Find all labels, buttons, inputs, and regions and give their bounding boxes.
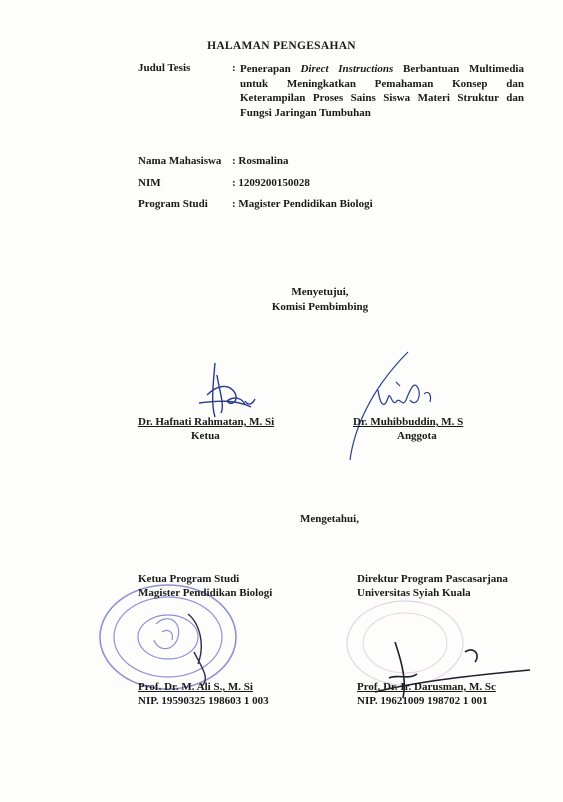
thesis-title-colon: : (232, 62, 236, 74)
approval-line2: Komisi Pembimbing (271, 301, 369, 313)
official-2-name: Prof. Dr. Ir. Darusman, M. Sc (357, 681, 496, 693)
program-value: : Magister Pendidikan Biologi (232, 198, 373, 210)
thesis-title-value (240, 62, 524, 120)
approval-block (250, 285, 390, 315)
supervisor-2-role: Anggota (397, 430, 437, 442)
thesis-title-italic: Direct Instructions (300, 63, 394, 75)
acknowledged-label: Mengetahui, (300, 513, 359, 525)
program-label: Program Studi (138, 198, 208, 210)
supervisor-1-role: Ketua (191, 430, 220, 442)
official-2-title2: Universitas Syiah Kuala (357, 587, 471, 599)
thesis-title-post: Berbantuan Multimedia untuk Meningkatkan Pemahaman Konsep dan Keterampilan Proses Sains Siswa Materi Struktur dan Fungsi Jaringan Tumbuhan (240, 63, 524, 119)
student-name-value: : Rosmalina (232, 155, 289, 167)
official-2-nip: NIP. 19621009 198702 1 001 (357, 695, 488, 707)
official-2-title1: Direktur Program Pascasarjana (357, 573, 508, 585)
supervisor-2-name: Dr. Muhibbuddin, M. S (353, 416, 464, 428)
official-1-title1: Ketua Program Studi (138, 573, 240, 585)
student-name-label: Nama Mahasiswa (138, 155, 222, 167)
nim-label: NIM (138, 177, 161, 189)
official-1-nip: NIP. 19590325 198603 1 003 (138, 695, 269, 707)
official-1-name: Prof. Dr. M. Ali S., M. Si (138, 681, 253, 693)
thesis-title-label: Judul Tesis (138, 62, 191, 74)
thesis-title-pre: Penerapan (240, 63, 301, 75)
supervisor-1-name: Dr. Hafnati Rahmatan, M. Si (138, 416, 275, 428)
nim-value: : 1209200150028 (232, 177, 310, 189)
page-title: HALAMAN PENGESAHAN (207, 40, 356, 52)
official-1-title2: Magister Pendidikan Biologi (138, 587, 273, 599)
signature-anggota (340, 350, 440, 470)
approval-line1: Menyetujui, (291, 286, 349, 298)
